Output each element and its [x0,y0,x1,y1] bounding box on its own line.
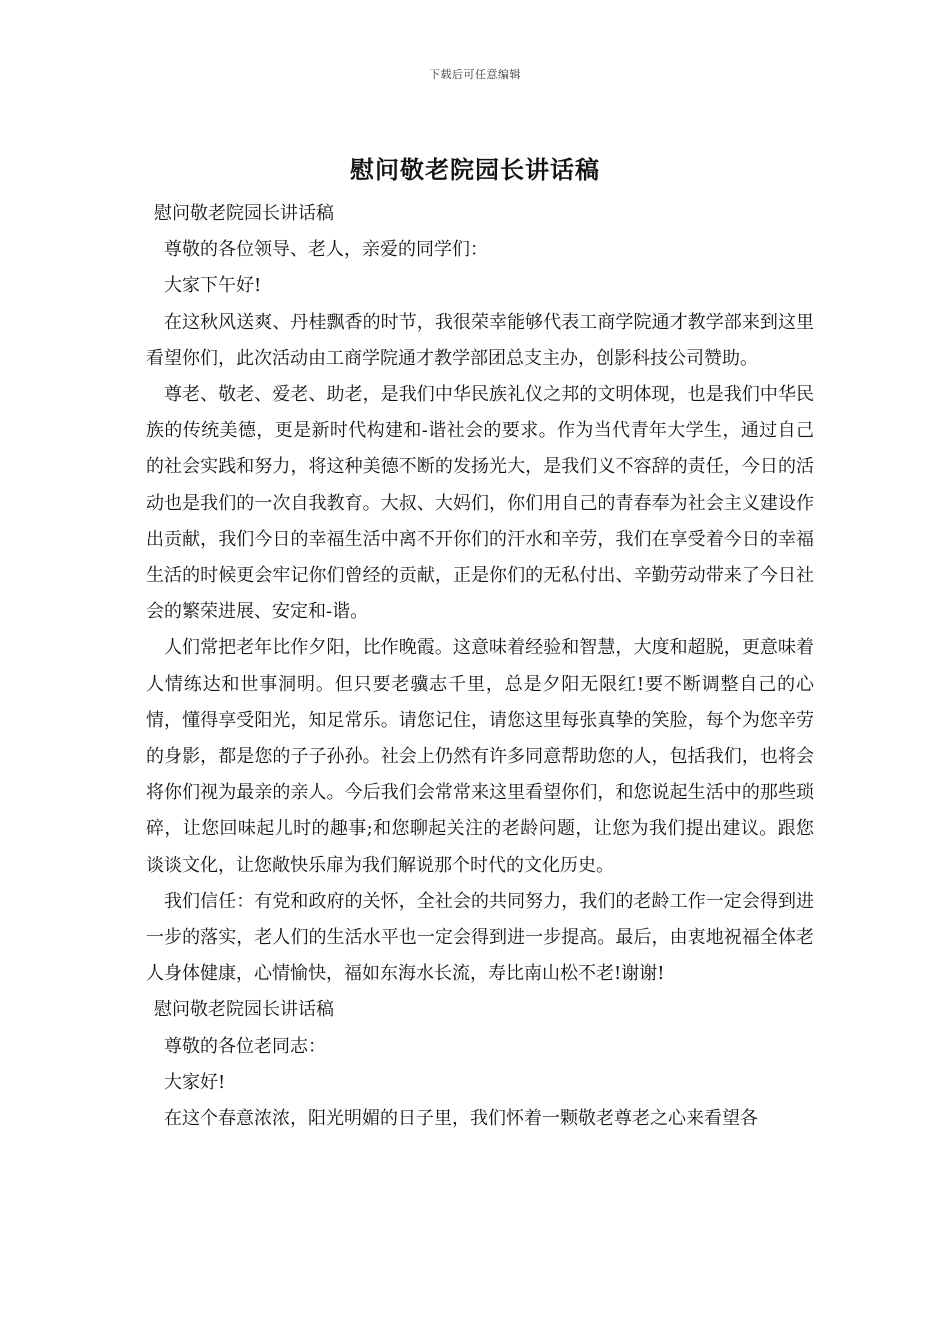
paragraph-spring: 在这个春意浓浓，阳光明媚的日子里，我们怀着一颗敬老尊老之心来看望各 [164,1108,758,1130]
second-title-line: 慰问敬老院园长讲话稿 [154,999,334,1021]
paragraph-closing: 我们信任：有党和政府的关怀，全社会的共同努力，我们的老龄工作一定会得到进一步的落实，老人们的生活水平也一定会得到进一步提高。最后，由衷地祝福全体老人身体健康，心情愉快，福如东海水长流，寿比南山松不老!谢谢! [146,890,814,985]
header-note: 下载后可任意编辑 [429,68,521,81]
repeated-title-line: 慰问敬老院园长讲话稿 [154,203,334,224]
greeting-line: 大家下午好! [164,275,262,297]
document-title: 慰问敬老院园长讲话稿 [350,155,600,184]
salutation-line: 尊敬的各位领导、老人，亲爱的同学们： [164,239,488,261]
paragraph-sunset: 人们常把老年比作夕阳，比作晚霞。这意味着经验和智慧，大度和超脱，更意味着人情练达和世事洞明。但只要老骥志千里，总是夕阳无限红!要不断调整自己的心情，懂得享受阳光，知足常乐。请您记住，请您这里每张真挚的笑脸，每个为您辛劳的身影，都是您的子子孙孙。社会上仍然有许多同意帮助您的人，包括我们，也将会将你们视为最亲的亲人。今后我们会常常来这里看望你们，和您说起生活中的那些琐碎，让您回味起儿时的趣事;和您聊起关注的老龄问题，让您为我们提出建议。跟您谈谈文化，让您敞快乐扉为我们解说那个时代的文化历史。 [146,637,814,876]
paragraph-intro: 在这秋风送爽、丹桂飘香的时节，我很荣幸能够代表工商学院通才教学部来到这里看望你们，此次活动由工商学院通才教学部团总支主办，创影科技公司赞助。 [146,311,814,369]
second-greeting-line: 大家好! [164,1071,226,1093]
paragraph-virtue: 尊老、敬老、爱老、助老，是我们中华民族礼仪之邦的文明体现，也是我们中华民族的传统美德，更是新时代构建和-谐社会的要求。作为当代青年大学生，通过自己的社会实践和努力，将这种美德不断的发扬光大，是我们义不容辞的责任，今日的活动也是我们的一次自我教育。大叔、大妈们，你们用自己的青春奉为社会主义建设作出贡献，我们今日的幸福生活中离不开你们的汗水和辛劳，我们在享受着今日的幸福生活的时候更会牢记你们曾经的贡献，正是你们的无私付出、辛勤劳动带来了今日社会的繁荣进展、安定和-谐。 [146,384,814,623]
second-salutation-line: 尊敬的各位老同志： [164,1035,326,1057]
document-body [146,196,814,1137]
